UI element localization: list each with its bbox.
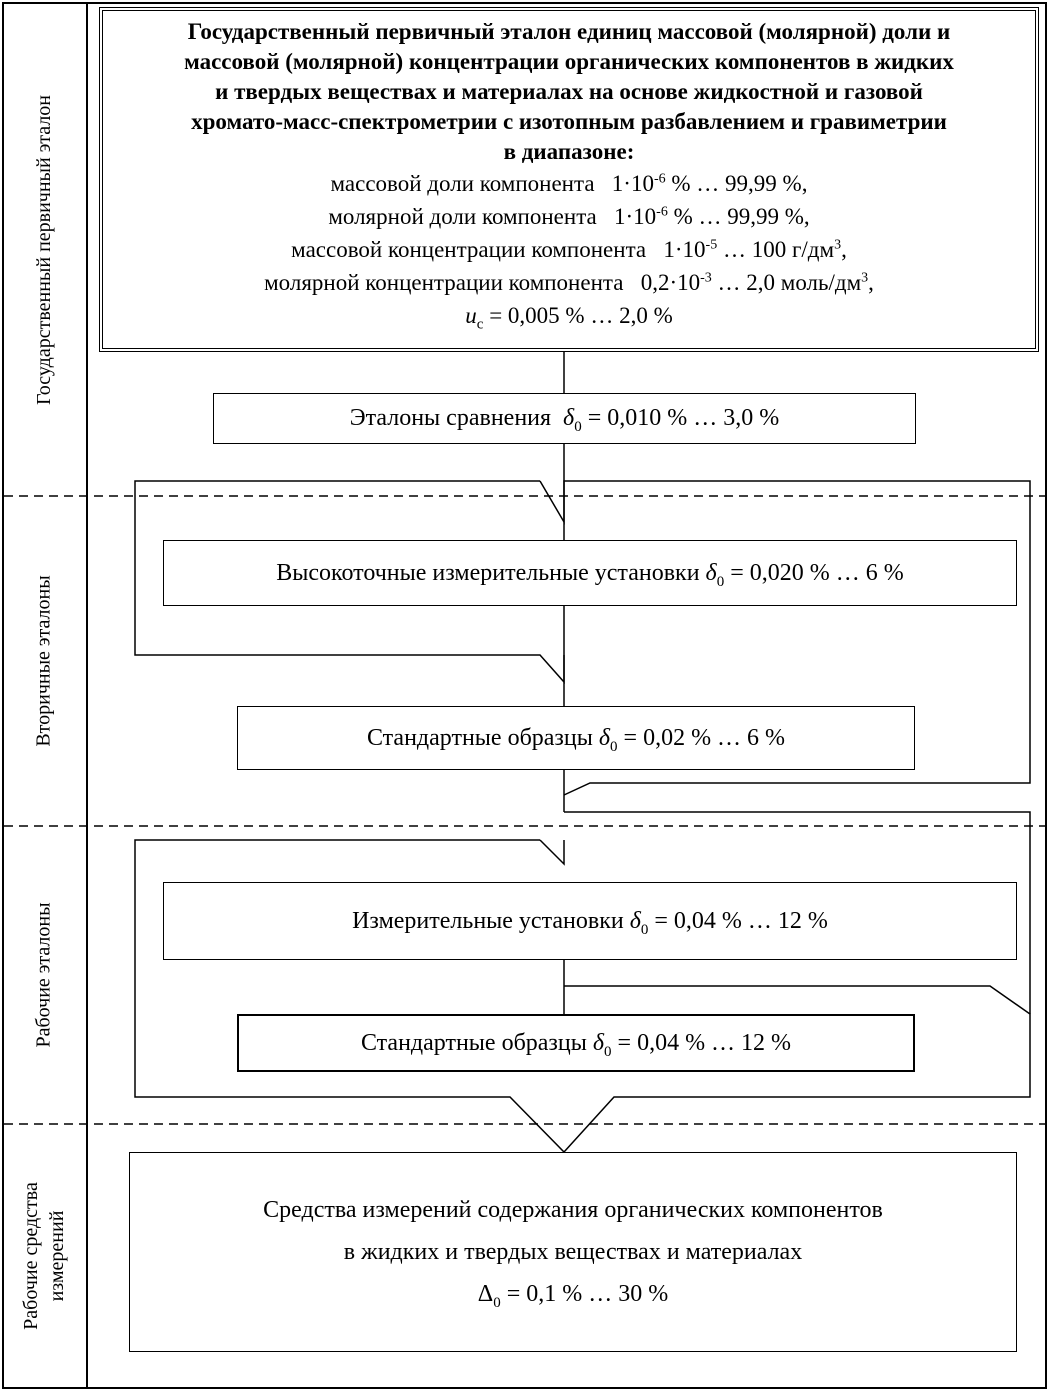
primary-standard-box	[99, 7, 1039, 352]
range-mass-concentration: массовой концентрации компонента $1\cdot 10^{-5}$ … 100 $г/дм^3$,	[291, 237, 847, 262]
instruments-accuracy: $\Delta_0 = 0,1$ % … 30 %	[477, 1281, 669, 1311]
range-mass-fraction: массовой доли компонента $1\cdot 10^{-6}$ % … 99,99 %,	[330, 171, 808, 196]
primary-title-line-3: и твердых веществах и материалах на основе жидкостной и газовой	[215, 79, 923, 104]
primary-title-line-1: Государственный первичный эталон единиц массовой (молярной) доли и	[187, 19, 951, 44]
level-label-secondary: Вторичные эталоны	[33, 575, 55, 747]
reference-materials-secondary-box: Стандартные образцы $\delta_0 = 0,02$ % … 6 %	[237, 706, 915, 770]
level-label-instruments-line1: Рабочие средства	[20, 1181, 43, 1330]
working-bracket-top	[540, 840, 564, 864]
instruments-line-1: Средства измерений содержания органических компонентов	[263, 1197, 883, 1223]
reference-materials-working-box: Стандартные образцы $\delta_0 = 0,04$ % … 12 %	[237, 1014, 915, 1072]
level-label-instruments-line2: измерений	[46, 1210, 69, 1301]
measuring-installations-box: Измерительные установки $\delta_0 = 0,04$ % … 12 %	[163, 882, 1017, 960]
measuring-instruments-box	[129, 1152, 1017, 1352]
primary-title-line-2: массовой (молярной) концентрации органических компонентов в жидких	[184, 49, 954, 74]
primary-title-line-5: в диапазоне:	[503, 139, 635, 164]
level-label-instruments	[2, 1124, 86, 1387]
high-precision-installations-box: Высокоточные измерительные установки $\delta_0 = 0,020$ % … 6 %	[163, 540, 1017, 606]
range-uncertainty: $u_c = 0,005$ % … 2,0 %	[465, 303, 673, 333]
range-molar-concentration: молярной концентрации компонента $0,2\cdot 10^{-3}$ … 2,0 моль/$дм^3$,	[264, 270, 874, 295]
instruments-line-2: в жидких и твердых веществах и материалах	[343, 1239, 803, 1265]
primary-title-line-4: хромато-масс-спектрометрии с изотопным разбавлением и гравиметрии	[191, 109, 947, 134]
range-molar-fraction: молярной доли компонента $1\cdot 10^{-6}$ % … 99,99 %,	[328, 204, 810, 229]
comparison-standards-box: Эталоны сравнения $\delta_0 = 0,010$ % … 3,0 %	[213, 393, 916, 444]
level-label-working: Рабочие эталоны	[33, 902, 56, 1048]
level-label-primary: Государственный первичный эталон	[33, 94, 56, 406]
